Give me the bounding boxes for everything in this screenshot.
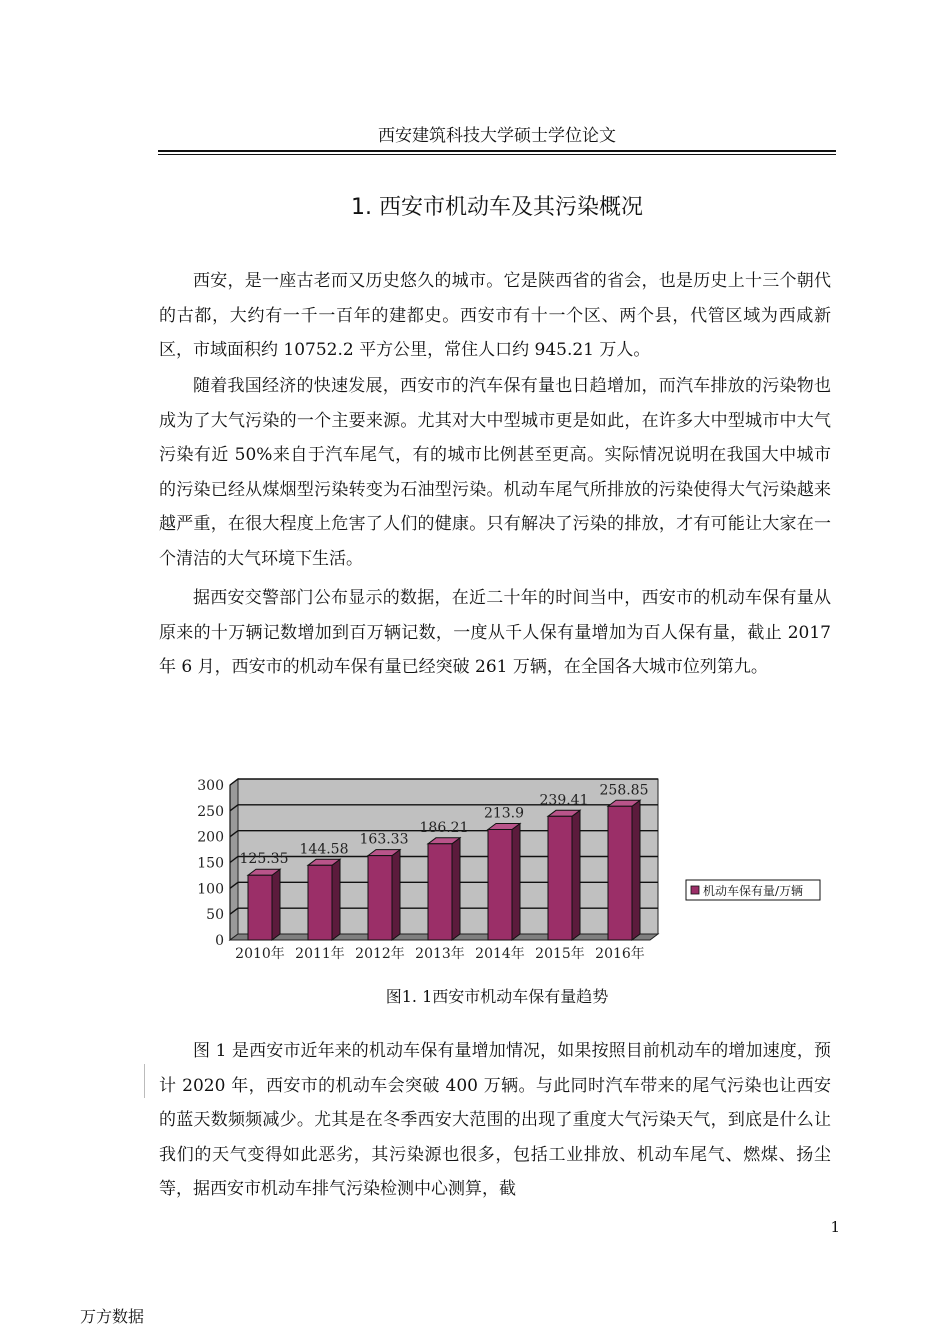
body-paragraph-4: 图 1 是西安市近年来的机动车保有量增加情况，如果按照目前机动车的增加速度，预计 2020 年，西安市的机动车会突破 400 万辆。与此同时汽车带来的尾气污染也让西安的蓝天数频频减少。尤其是在冬季西安大范围的出现了重度大气污染天气，到底是什么让我们的天气变得如此恶劣，其污染源也很多，包括工业排放、机动车尾气、燃煤、扬尘等，据西安市机动车排气污染检测中心测算，截: [159, 1041, 831, 1200]
bar: [308, 865, 332, 940]
x-tick-label: 2014年: [475, 946, 525, 962]
bar-side: [332, 859, 340, 940]
bar: [428, 844, 452, 940]
data-label: 258.85: [599, 782, 649, 799]
bar-side: [512, 823, 520, 940]
y-tick-label: 100: [197, 881, 224, 898]
bar: [488, 829, 512, 940]
bar: [368, 856, 392, 940]
x-tick-label: 2012年: [355, 946, 405, 962]
figure-caption: 图1. 1西安市机动车保有量趋势: [385, 987, 609, 1006]
chart-canvas: [190, 770, 830, 970]
bar-side: [572, 810, 580, 940]
data-label: 163.33: [359, 831, 409, 848]
legend-swatch: [691, 886, 699, 894]
bar: [248, 875, 272, 940]
data-label: 213.9: [483, 805, 525, 822]
bar-side: [272, 869, 280, 940]
x-tick-label: 2016年: [595, 946, 645, 962]
bar: [608, 806, 632, 940]
data-label: 239.41: [539, 792, 589, 809]
body-paragraph-3: 据西安交警部门公布显示的数据，在近二十年的时间当中，西安市的机动车保有量从原来的十万辆记数增加到百万辆记数，一度从千人保有量增加为百人保有量，截止 2017 年 6 月，西安市的机动车保有量已经突破 261 万辆，在全国各大城市位列第九。: [159, 588, 831, 678]
page-number: 1: [830, 1218, 840, 1236]
x-tick-label: 2013年: [415, 946, 465, 962]
x-tick-label: 2010年: [235, 946, 285, 962]
y-tick-label: 200: [197, 829, 224, 846]
y-tick-label: 150: [197, 855, 224, 872]
data-label: 186.21: [419, 819, 469, 836]
margin-change-mark: [144, 1064, 145, 1098]
header-rule: [158, 150, 836, 152]
x-tick-label: 2011年: [295, 946, 345, 962]
running-header: 西安建筑科技大学硕士学位论文: [378, 126, 616, 146]
data-label: 144.58: [299, 841, 349, 858]
y-tick-label: 50: [206, 907, 224, 924]
legend-label: 机动车保有量/万辆: [703, 884, 804, 898]
bar-side: [392, 850, 400, 940]
y-tick-label: 300: [197, 778, 224, 794]
data-label: 125.35: [239, 851, 289, 868]
body-paragraph-2: 随着我国经济的快速发展，西安市的汽车保有量也日趋增加，而汽车排放的污染物也成为了大气污染的一个主要来源。尤其对大中型城市更是如此，在许多大中型城市中大气污染有近 50%来自于汽车尾气，有的城市比例甚至更高。实际情况说明在我国大中城市的污染已经从煤烟型污染转变为石油型污染。机动车尾气所排放的污染使得大气污染越来越严重，在很大程度上危害了人们的健康。只有解决了污染的排放，才有可能让大家在一个清洁的大气环境下生活。: [159, 376, 831, 569]
vehicle-ownership-bar-chart: [190, 770, 830, 970]
header-rule-thin: [158, 154, 836, 155]
bar-side: [452, 838, 460, 940]
bar-side: [632, 800, 640, 940]
watermark-text: 万方数据: [80, 1307, 145, 1326]
y-tick-label: 0: [215, 933, 224, 949]
x-tick-label: 2015年: [535, 946, 585, 962]
bar: [548, 816, 572, 940]
body-paragraph-1: 西安，是一座古老而又历史悠久的城市。它是陕西省的省会，也是历史上十三个朝代的古都，大约有一千一百年的建都史。西安市有十一个区、两个县，代管区域为西咸新区，市域面积约 10752.2 平方公里，常住人口约 945.21 万人。: [159, 271, 831, 361]
y-tick-label: 250: [197, 803, 224, 820]
section-title: 1. 西安市机动车及其污染概况: [351, 195, 643, 220]
